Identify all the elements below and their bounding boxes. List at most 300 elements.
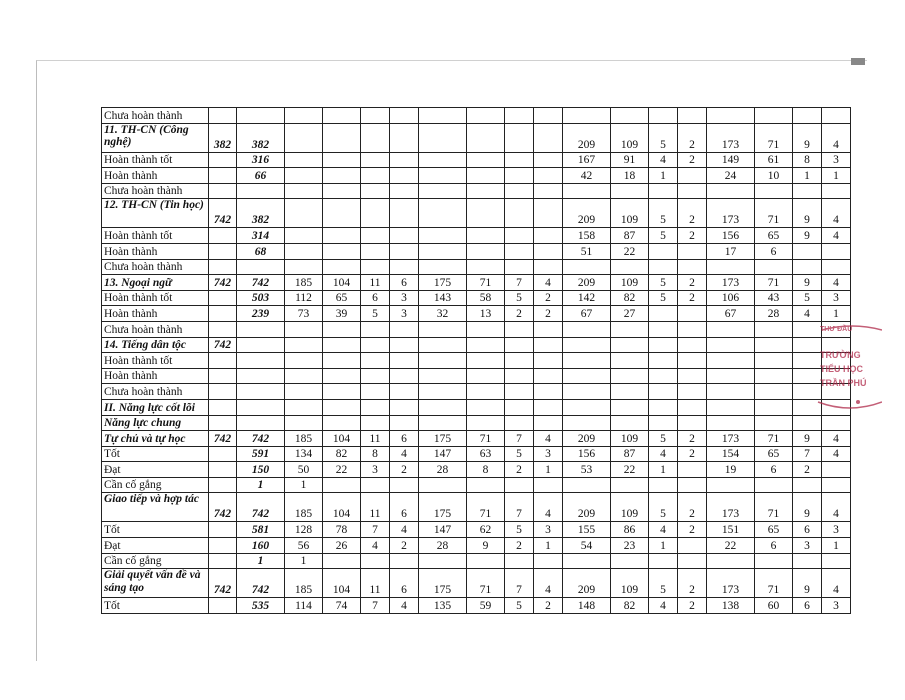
grade-value-cell: 6: [361, 290, 390, 306]
grade-value-cell: 209: [563, 569, 611, 598]
grade-value-cell: [534, 399, 563, 415]
grade-value-cell: [793, 108, 822, 124]
grade-value-cell: 71: [755, 123, 793, 152]
table-row: [102, 538, 851, 554]
grade-value-cell: 109: [611, 199, 649, 228]
grade-value-cell: [707, 183, 755, 199]
grade-value-cell: 5: [505, 446, 534, 462]
assessed-count-cell: 1: [237, 477, 285, 493]
grade-value-cell: [649, 477, 678, 493]
grade-value-cell: 5: [649, 493, 678, 522]
grade-value-cell: 2: [678, 123, 707, 152]
grade-value-cell: [563, 259, 611, 275]
total-students-cell: [209, 522, 237, 538]
table-row: [102, 384, 851, 400]
grade-value-cell: [611, 415, 649, 431]
grade-value-cell: 104: [323, 569, 361, 598]
grade-value-cell: 114: [285, 598, 323, 614]
grade-value-cell: 209: [563, 199, 611, 228]
table-row: [102, 353, 851, 369]
grade-value-cell: [649, 353, 678, 369]
grade-value-cell: 4: [822, 569, 851, 598]
grade-value-cell: 5: [649, 569, 678, 598]
grade-value-cell: 7: [505, 493, 534, 522]
grade-value-cell: 67: [707, 306, 755, 322]
row-label: Cần cố gắng: [102, 477, 209, 493]
grade-value-cell: 2: [678, 446, 707, 462]
grade-value-cell: [505, 199, 534, 228]
grade-value-cell: [755, 321, 793, 337]
grade-value-cell: 6: [755, 538, 793, 554]
grade-value-cell: [534, 123, 563, 152]
grade-value-cell: 58: [467, 290, 505, 306]
grade-value-cell: 156: [563, 446, 611, 462]
grade-value-cell: 18: [611, 168, 649, 184]
grade-value-cell: 22: [611, 243, 649, 259]
grade-value-cell: [755, 368, 793, 384]
grade-value-cell: [505, 368, 534, 384]
grade-value-cell: 9: [793, 569, 822, 598]
grade-value-cell: 173: [707, 431, 755, 447]
grade-value-cell: 17: [707, 243, 755, 259]
grade-value-cell: [563, 384, 611, 400]
grade-value-cell: 134: [285, 446, 323, 462]
grade-value-cell: 173: [707, 199, 755, 228]
grade-value-cell: [611, 553, 649, 569]
grade-value-cell: 2: [390, 538, 419, 554]
assessed-count-cell: 150: [237, 462, 285, 478]
grade-value-cell: 82: [611, 290, 649, 306]
grade-value-cell: 173: [707, 493, 755, 522]
grade-value-cell: [505, 183, 534, 199]
grade-value-cell: [361, 353, 390, 369]
grade-value-cell: [563, 415, 611, 431]
grade-value-cell: 4: [649, 598, 678, 614]
grade-value-cell: [678, 368, 707, 384]
grade-value-cell: [563, 183, 611, 199]
grade-value-cell: 5: [649, 123, 678, 152]
grade-value-cell: 2: [678, 431, 707, 447]
grade-value-cell: 59: [467, 598, 505, 614]
grade-value-cell: [285, 399, 323, 415]
grade-value-cell: [822, 415, 851, 431]
row-label: Chưa hoàn thành: [102, 183, 209, 199]
grade-value-cell: 209: [563, 123, 611, 152]
grade-value-cell: 6: [755, 462, 793, 478]
grade-value-cell: [390, 384, 419, 400]
grade-value-cell: [505, 337, 534, 353]
grade-value-cell: 65: [323, 290, 361, 306]
grade-value-cell: [285, 152, 323, 168]
grade-value-cell: [467, 259, 505, 275]
total-students-cell: [209, 290, 237, 306]
grade-value-cell: 3: [822, 598, 851, 614]
grade-value-cell: [419, 199, 467, 228]
grade-value-cell: 2: [534, 290, 563, 306]
assessed-count-cell: [237, 399, 285, 415]
grade-value-cell: 1: [285, 553, 323, 569]
grade-value-cell: [611, 368, 649, 384]
grade-value-cell: [467, 183, 505, 199]
table-row: [102, 493, 851, 522]
table-row: [102, 477, 851, 493]
assessed-count-cell: [237, 368, 285, 384]
grade-value-cell: 6: [390, 431, 419, 447]
assessed-count-cell: 316: [237, 152, 285, 168]
assessed-count-cell: 239: [237, 306, 285, 322]
grade-value-cell: 8: [467, 462, 505, 478]
grade-value-cell: [707, 353, 755, 369]
grade-value-cell: [707, 337, 755, 353]
grade-value-cell: [707, 384, 755, 400]
grade-value-cell: 173: [707, 569, 755, 598]
grade-value-cell: 185: [285, 275, 323, 291]
grade-value-cell: 1: [649, 538, 678, 554]
table-row: [102, 415, 851, 431]
grade-value-cell: [419, 384, 467, 400]
grade-value-cell: 2: [678, 290, 707, 306]
grade-value-cell: [323, 415, 361, 431]
grade-value-cell: [755, 477, 793, 493]
table-row: [102, 275, 851, 291]
grade-value-cell: [361, 368, 390, 384]
grade-value-cell: [649, 243, 678, 259]
grade-value-cell: [323, 243, 361, 259]
grade-value-cell: [361, 477, 390, 493]
grade-value-cell: [390, 477, 419, 493]
grade-value-cell: [611, 108, 649, 124]
total-students-cell: [209, 321, 237, 337]
grade-value-cell: 71: [755, 275, 793, 291]
grade-value-cell: [707, 415, 755, 431]
grade-value-cell: [285, 353, 323, 369]
row-label: Giao tiếp và hợp tác: [102, 493, 209, 522]
grade-value-cell: [323, 337, 361, 353]
total-students-cell: [209, 168, 237, 184]
grade-value-cell: [707, 368, 755, 384]
grade-value-cell: 3: [793, 538, 822, 554]
grade-value-cell: 175: [419, 275, 467, 291]
grade-value-cell: 5: [505, 522, 534, 538]
table-row: [102, 123, 851, 152]
grade-value-cell: 6: [390, 569, 419, 598]
assessed-count-cell: [237, 384, 285, 400]
grade-value-cell: [822, 183, 851, 199]
grade-value-cell: [611, 384, 649, 400]
grade-value-cell: 2: [390, 462, 419, 478]
grade-value-cell: [793, 477, 822, 493]
grade-value-cell: 82: [611, 598, 649, 614]
grade-value-cell: [390, 243, 419, 259]
grade-value-cell: [467, 152, 505, 168]
grade-value-cell: 5: [649, 275, 678, 291]
grade-value-cell: 167: [563, 152, 611, 168]
grade-value-cell: 4: [534, 275, 563, 291]
grade-value-cell: [323, 259, 361, 275]
grade-value-cell: [505, 353, 534, 369]
grade-value-cell: 2: [678, 569, 707, 598]
table-row: [102, 598, 851, 614]
grade-value-cell: [419, 415, 467, 431]
assessed-count-cell: 314: [237, 228, 285, 244]
grade-value-cell: [678, 321, 707, 337]
row-label: Tự chủ và tự học: [102, 431, 209, 447]
grade-value-cell: [534, 199, 563, 228]
grade-value-cell: [361, 152, 390, 168]
grade-value-cell: 43: [755, 290, 793, 306]
grade-value-cell: 2: [678, 228, 707, 244]
grade-value-cell: 175: [419, 493, 467, 522]
grade-value-cell: 51: [563, 243, 611, 259]
table-row: [102, 368, 851, 384]
assessed-count-cell: 581: [237, 522, 285, 538]
assessed-count-cell: [237, 415, 285, 431]
grade-value-cell: [467, 337, 505, 353]
total-students-cell: 742: [209, 493, 237, 522]
grade-value-cell: 1: [793, 168, 822, 184]
grade-value-cell: [323, 553, 361, 569]
grade-value-cell: 71: [467, 431, 505, 447]
grade-value-cell: [505, 123, 534, 152]
grade-value-cell: [467, 108, 505, 124]
total-students-cell: [209, 598, 237, 614]
grade-value-cell: 185: [285, 431, 323, 447]
row-label: Hoàn thành: [102, 168, 209, 184]
row-label: Đạt: [102, 462, 209, 478]
total-students-cell: [209, 415, 237, 431]
grade-value-cell: [390, 321, 419, 337]
grade-value-cell: 27: [611, 306, 649, 322]
total-students-cell: [209, 368, 237, 384]
row-label: Hoàn thành: [102, 368, 209, 384]
grade-value-cell: [323, 152, 361, 168]
grade-value-cell: [755, 259, 793, 275]
grade-value-cell: [707, 321, 755, 337]
grade-value-cell: [707, 108, 755, 124]
grade-value-cell: [649, 108, 678, 124]
grade-value-cell: 9: [793, 199, 822, 228]
grade-value-cell: [678, 553, 707, 569]
grade-value-cell: 1: [649, 168, 678, 184]
grade-value-cell: [793, 243, 822, 259]
grade-value-cell: [285, 337, 323, 353]
grade-value-cell: [419, 108, 467, 124]
stamp-text-level: TIỂU HỌC: [820, 364, 864, 374]
grade-value-cell: 32: [419, 306, 467, 322]
grade-value-cell: [361, 123, 390, 152]
table-row: [102, 199, 851, 228]
table-row: [102, 259, 851, 275]
grade-value-cell: [285, 199, 323, 228]
grade-value-cell: 1: [822, 168, 851, 184]
grade-value-cell: [505, 384, 534, 400]
grade-value-cell: 151: [707, 522, 755, 538]
grade-value-cell: 82: [323, 446, 361, 462]
grade-value-cell: 74: [323, 598, 361, 614]
grade-value-cell: [285, 384, 323, 400]
grade-value-cell: [323, 384, 361, 400]
grade-value-cell: [755, 415, 793, 431]
grade-value-cell: [649, 337, 678, 353]
grade-value-cell: [285, 228, 323, 244]
grade-value-cell: 175: [419, 569, 467, 598]
grade-value-cell: [505, 228, 534, 244]
grade-value-cell: [534, 353, 563, 369]
assessed-count-cell: 68: [237, 243, 285, 259]
grade-value-cell: 2: [534, 306, 563, 322]
grade-value-cell: 106: [707, 290, 755, 306]
grade-value-cell: 65: [755, 522, 793, 538]
grade-value-cell: 5: [649, 199, 678, 228]
grade-value-cell: [361, 183, 390, 199]
table-row: [102, 522, 851, 538]
assessed-count-cell: 535: [237, 598, 285, 614]
assessed-count-cell: 160: [237, 538, 285, 554]
grade-value-cell: [467, 123, 505, 152]
grade-value-cell: 2: [534, 598, 563, 614]
grade-value-cell: 209: [563, 493, 611, 522]
total-students-cell: 742: [209, 199, 237, 228]
grade-value-cell: [390, 152, 419, 168]
grade-value-cell: [534, 384, 563, 400]
grade-value-cell: [467, 228, 505, 244]
row-label: Chưa hoàn thành: [102, 321, 209, 337]
grade-value-cell: [563, 353, 611, 369]
grade-value-cell: 67: [563, 306, 611, 322]
table-row: [102, 462, 851, 478]
grade-value-cell: [678, 538, 707, 554]
grade-value-cell: [611, 399, 649, 415]
grade-value-cell: [285, 243, 323, 259]
grade-value-cell: [467, 399, 505, 415]
row-label: 11. TH-CN (Công nghệ): [102, 123, 209, 152]
grade-value-cell: 71: [467, 493, 505, 522]
grade-value-cell: [678, 477, 707, 493]
assessed-count-cell: [237, 337, 285, 353]
grade-value-cell: [678, 306, 707, 322]
grade-value-cell: [755, 353, 793, 369]
grade-value-cell: [467, 368, 505, 384]
row-label: Tốt: [102, 446, 209, 462]
scan-edge-mark: [851, 58, 865, 65]
grade-value-cell: [323, 123, 361, 152]
grade-value-cell: 2: [678, 493, 707, 522]
grade-value-cell: 3: [822, 290, 851, 306]
grade-value-cell: 22: [323, 462, 361, 478]
total-students-cell: [209, 152, 237, 168]
total-students-cell: 742: [209, 431, 237, 447]
assessed-count-cell: 742: [237, 431, 285, 447]
grade-value-cell: 9: [793, 493, 822, 522]
grade-value-cell: [285, 259, 323, 275]
stamp-text-school: TRƯỜNG: [820, 350, 861, 360]
grade-value-cell: 104: [323, 275, 361, 291]
grade-value-cell: 71: [755, 431, 793, 447]
grade-value-cell: 73: [285, 306, 323, 322]
grade-value-cell: [467, 199, 505, 228]
table-row: [102, 168, 851, 184]
grade-value-cell: 4: [390, 598, 419, 614]
grade-value-cell: [390, 353, 419, 369]
row-label: Hoàn thành tốt: [102, 152, 209, 168]
row-label: Hoàn thành: [102, 243, 209, 259]
grade-value-cell: [793, 259, 822, 275]
grade-value-cell: 4: [822, 228, 851, 244]
grade-value-cell: 7: [361, 598, 390, 614]
grade-value-cell: [563, 477, 611, 493]
total-students-cell: 742: [209, 275, 237, 291]
grade-value-cell: 4: [793, 306, 822, 322]
total-students-cell: [209, 384, 237, 400]
grade-value-cell: [505, 259, 534, 275]
grade-value-cell: 4: [822, 446, 851, 462]
grade-value-cell: 11: [361, 275, 390, 291]
grade-value-cell: [611, 259, 649, 275]
grade-value-cell: [563, 108, 611, 124]
grade-value-cell: [649, 183, 678, 199]
total-students-cell: 742: [209, 569, 237, 598]
grade-value-cell: 128: [285, 522, 323, 538]
row-label: Giải quyết vấn đề và sáng tạo: [102, 569, 209, 598]
grade-value-cell: [822, 477, 851, 493]
grade-value-cell: 149: [707, 152, 755, 168]
grade-value-cell: [755, 337, 793, 353]
grade-value-cell: 3: [390, 306, 419, 322]
grade-value-cell: 62: [467, 522, 505, 538]
grade-value-cell: [361, 108, 390, 124]
grade-value-cell: [390, 399, 419, 415]
grade-value-cell: [611, 321, 649, 337]
grade-value-cell: [534, 415, 563, 431]
grade-value-cell: 2: [505, 538, 534, 554]
grade-value-cell: [505, 321, 534, 337]
grade-value-cell: 175: [419, 431, 467, 447]
grade-value-cell: 22: [707, 538, 755, 554]
statistics-table: [101, 107, 851, 614]
grade-value-cell: [361, 259, 390, 275]
grade-value-cell: [793, 415, 822, 431]
grade-value-cell: 87: [611, 228, 649, 244]
table-row: [102, 183, 851, 199]
grade-value-cell: [755, 384, 793, 400]
assessed-count-cell: 742: [237, 569, 285, 598]
grade-value-cell: [611, 183, 649, 199]
grade-value-cell: 4: [822, 275, 851, 291]
grade-value-cell: 1: [534, 538, 563, 554]
grade-value-cell: [390, 168, 419, 184]
assessed-count-cell: 66: [237, 168, 285, 184]
grade-value-cell: 3: [361, 462, 390, 478]
grade-value-cell: [534, 477, 563, 493]
grade-value-cell: 4: [390, 446, 419, 462]
grade-value-cell: [678, 168, 707, 184]
table-row: [102, 553, 851, 569]
grade-value-cell: [505, 243, 534, 259]
grade-value-cell: [755, 553, 793, 569]
grade-value-cell: 71: [755, 493, 793, 522]
grade-value-cell: [285, 415, 323, 431]
grade-value-cell: [323, 228, 361, 244]
grade-value-cell: [707, 553, 755, 569]
grade-value-cell: [419, 399, 467, 415]
grade-value-cell: 10: [755, 168, 793, 184]
grade-value-cell: [419, 368, 467, 384]
grade-value-cell: [467, 477, 505, 493]
grade-value-cell: 65: [755, 446, 793, 462]
grade-value-cell: [419, 553, 467, 569]
grade-value-cell: 104: [323, 493, 361, 522]
grade-value-cell: 2: [678, 522, 707, 538]
